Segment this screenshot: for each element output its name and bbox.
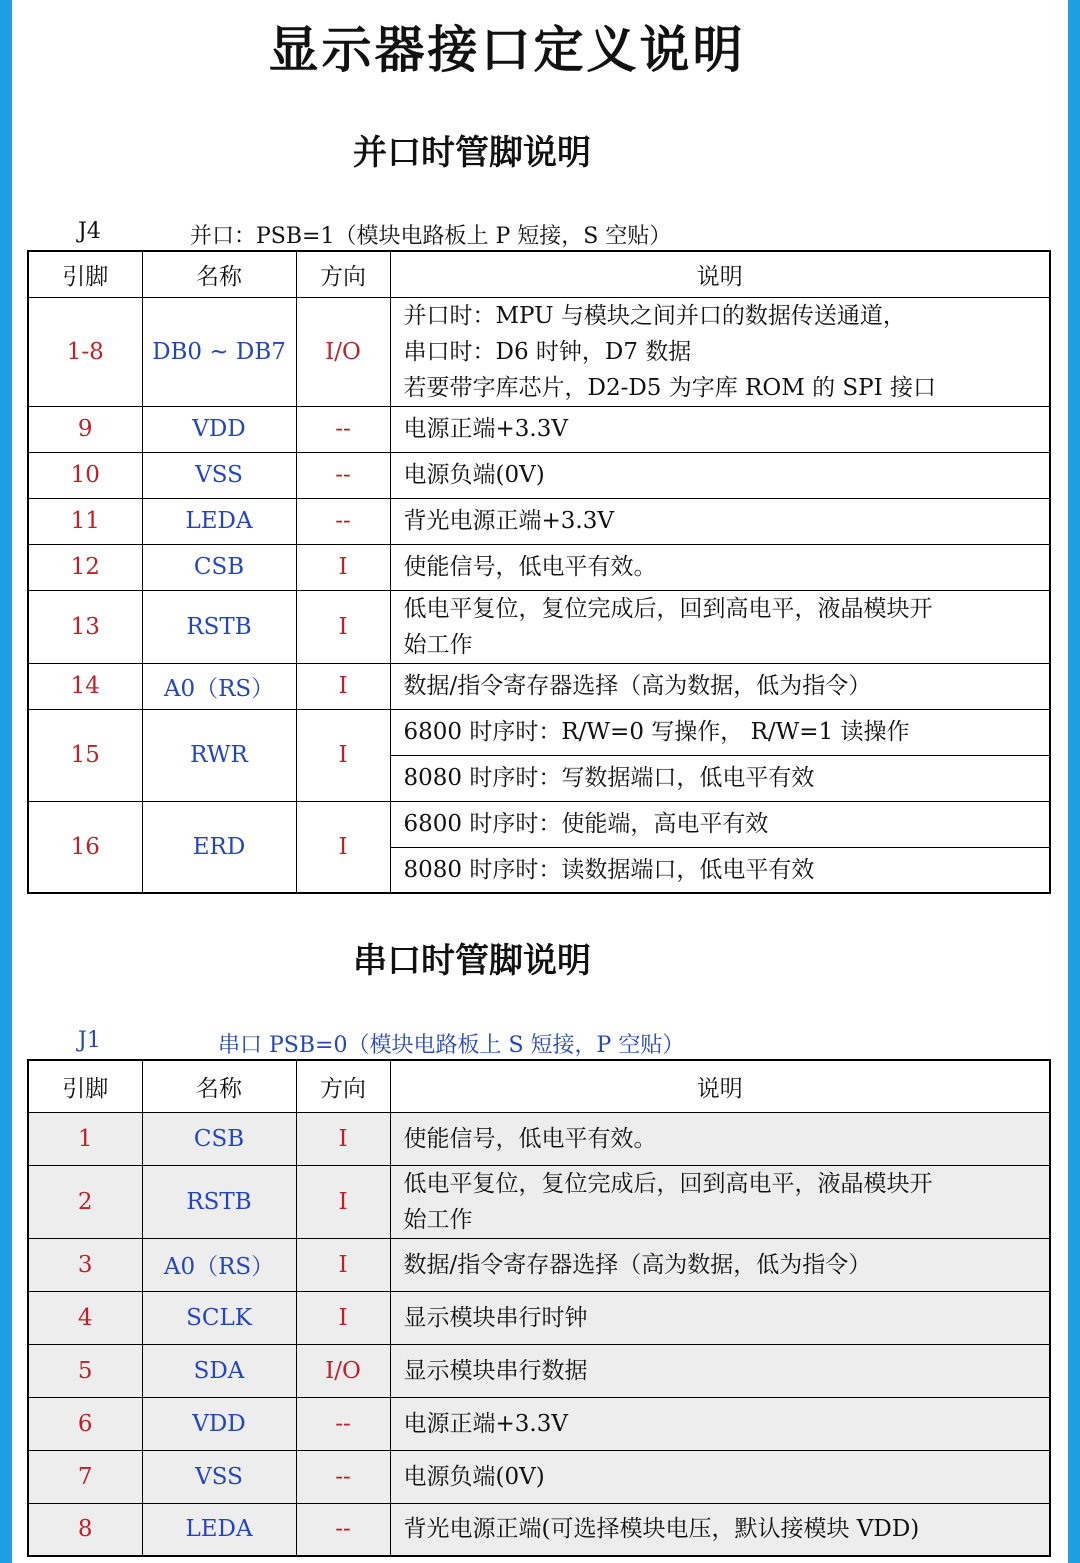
- table-header-row: [28, 251, 1050, 297]
- description-line: 电源正端+3.3V: [403, 1410, 568, 1437]
- pin-direction: I: [296, 590, 390, 663]
- pin-description: [390, 1344, 1050, 1397]
- pin-name: ERD: [142, 801, 296, 893]
- description-line: 若要带字库芯片，D2-D5 为字库 ROM 的 SPI 接口: [403, 374, 937, 401]
- pin-description: [390, 1450, 1050, 1503]
- pin-name: LEDA: [142, 498, 296, 544]
- pin-description: [390, 1112, 1050, 1165]
- pin-name: LEDA: [142, 1503, 296, 1556]
- pin-number: 3: [28, 1238, 142, 1291]
- pin-description: 6800 时序时：R/W=0 写操作， R/W=1 读操作: [390, 709, 1050, 755]
- pin-number: 9: [28, 406, 142, 452]
- pin-name: CSB: [142, 544, 296, 590]
- table-row: [28, 1291, 1050, 1344]
- pin-number: 15: [28, 709, 142, 801]
- pin-description: [390, 297, 1050, 406]
- pin-number: 5: [28, 1344, 142, 1397]
- description-line: 低电平复位，复位完成后，回到高电平，液晶模块开: [403, 1170, 933, 1197]
- pin-direction: --: [296, 498, 390, 544]
- pin-direction: --: [296, 406, 390, 452]
- pin-name: CSB: [142, 1112, 296, 1165]
- parallel-mode-note: 并口：PSB=1（模块电路板上 P 短接，S 空贴）: [190, 224, 672, 249]
- description-line: 显示模块串行数据: [403, 1357, 588, 1384]
- pin-direction: I: [296, 663, 390, 709]
- description-line: 数据/指令寄存器选择（高为数据，低为指令）: [403, 1251, 872, 1278]
- pin-number: 16: [28, 801, 142, 893]
- table-row: [28, 1344, 1050, 1397]
- pin-number: 14: [28, 663, 142, 709]
- pin-direction: --: [296, 1450, 390, 1503]
- description-line: 低电平复位，复位完成后，回到高电平，液晶模块开: [403, 595, 933, 622]
- table-row: [28, 498, 1050, 544]
- pin-number: 10: [28, 452, 142, 498]
- description-line: 始工作: [403, 631, 473, 658]
- pin-direction: I/O: [296, 297, 390, 406]
- description-line: 并口时：MPU 与模块之间并口的数据传送通道，: [403, 302, 906, 329]
- pin-description: [390, 1397, 1050, 1450]
- pin-name: RSTB: [142, 590, 296, 663]
- table-row: [28, 452, 1050, 498]
- pin-number: 4: [28, 1291, 142, 1344]
- pin-description: [390, 544, 1050, 590]
- pin-number: 13: [28, 590, 142, 663]
- pin-direction: I: [296, 1112, 390, 1165]
- table-row: [28, 709, 1050, 755]
- pin-direction: I: [296, 1291, 390, 1344]
- table-row: [28, 406, 1050, 452]
- pin-number: 12: [28, 544, 142, 590]
- table-header-row: [28, 1060, 1050, 1112]
- header-description: 说明: [390, 1060, 1050, 1112]
- pin-number: 8: [28, 1503, 142, 1556]
- description-line: 使能信号，低电平有效。: [403, 1125, 657, 1152]
- pin-name: VSS: [142, 1450, 296, 1503]
- document-page: [12, 0, 1068, 1563]
- pin-name: VDD: [142, 1397, 296, 1450]
- pin-name: A0（RS）: [142, 663, 296, 709]
- pin-number: 2: [28, 1165, 142, 1238]
- pin-direction: I: [296, 709, 390, 801]
- pin-description: 8080 时序时：读数据端口，低电平有效: [390, 847, 1050, 893]
- header-direction: 方向: [296, 1060, 390, 1112]
- description-line: 显示模块串行时钟: [403, 1304, 588, 1331]
- pin-description: [390, 1238, 1050, 1291]
- pin-direction: --: [296, 1503, 390, 1556]
- pin-name: A0（RS）: [142, 1238, 296, 1291]
- pin-direction: --: [296, 452, 390, 498]
- pin-description: [390, 406, 1050, 452]
- table-row: [28, 1238, 1050, 1291]
- description-line: 数据/指令寄存器选择（高为数据，低为指令）: [403, 673, 872, 699]
- pin-number: 6: [28, 1397, 142, 1450]
- pin-number: 7: [28, 1450, 142, 1503]
- pin-description: 6800 时序时：使能端，高电平有效: [390, 801, 1050, 847]
- pin-description: [390, 663, 1050, 709]
- pin-description: 8080 时序时：写数据端口，低电平有效: [390, 755, 1050, 801]
- pin-description: [390, 590, 1050, 663]
- pin-description: [390, 1503, 1050, 1556]
- table-row: [28, 801, 1050, 847]
- serial-section-heading: 串口时管脚说明: [353, 941, 591, 981]
- page-title: 显示器接口定义说明: [268, 21, 746, 79]
- pin-direction: I: [296, 1165, 390, 1238]
- description-line: 始工作: [403, 1206, 473, 1233]
- pin-number: 1: [28, 1112, 142, 1165]
- pin-name: VDD: [142, 406, 296, 452]
- serial-connector-id: J1: [78, 1028, 101, 1053]
- pin-description: [390, 1291, 1050, 1344]
- pin-name: RWR: [142, 709, 296, 801]
- pin-direction: I: [296, 544, 390, 590]
- header-name: 名称: [142, 1060, 296, 1112]
- pin-number: 1-8: [28, 297, 142, 406]
- pin-name: VSS: [142, 452, 296, 498]
- parallel-connector-id: J4: [78, 219, 101, 244]
- header-direction: 方向: [296, 251, 390, 297]
- description-line: 使能信号，低电平有效。: [403, 554, 657, 580]
- pin-description: [390, 452, 1050, 498]
- pin-description: [390, 498, 1050, 544]
- table-row: [28, 663, 1050, 709]
- pin-number: 11: [28, 498, 142, 544]
- pin-direction: I: [296, 801, 390, 893]
- description-line: 电源负端(0V): [403, 1463, 545, 1490]
- serial-pin-table: [27, 1059, 1051, 1557]
- table-row: [28, 544, 1050, 590]
- table-row: [28, 1450, 1050, 1503]
- description-line: 串口时：D6 时钟，D7 数据: [403, 338, 692, 365]
- description-line: 电源正端+3.3V: [403, 416, 568, 442]
- header-description: 说明: [390, 251, 1050, 297]
- table-row: [28, 1397, 1050, 1450]
- table-row: [28, 1165, 1050, 1238]
- description-line: 背光电源正端(可选择模块电压，默认接模块 VDD): [403, 1516, 920, 1543]
- pin-name: SDA: [142, 1344, 296, 1397]
- table-row: [28, 1503, 1050, 1556]
- table-row: [28, 590, 1050, 663]
- pin-name: RSTB: [142, 1165, 296, 1238]
- header-name: 名称: [142, 251, 296, 297]
- serial-mode-note: 串口 PSB=0（模块电路板上 S 短接，P 空贴）: [218, 1033, 685, 1058]
- table-row: [28, 1112, 1050, 1165]
- pin-direction: --: [296, 1397, 390, 1450]
- pin-direction: I/O: [296, 1344, 390, 1397]
- parallel-pin-table: [27, 250, 1051, 894]
- description-line: 电源负端(0V): [403, 462, 545, 488]
- pin-description: [390, 1165, 1050, 1238]
- pin-name: DB0 ~ DB7: [142, 297, 296, 406]
- pin-direction: I: [296, 1238, 390, 1291]
- header-pin: 引脚: [28, 1060, 142, 1112]
- header-pin: 引脚: [28, 251, 142, 297]
- table-row: [28, 297, 1050, 406]
- pin-name: SCLK: [142, 1291, 296, 1344]
- description-line: 背光电源正端+3.3V: [403, 508, 614, 534]
- parallel-section-heading: 并口时管脚说明: [353, 133, 591, 173]
